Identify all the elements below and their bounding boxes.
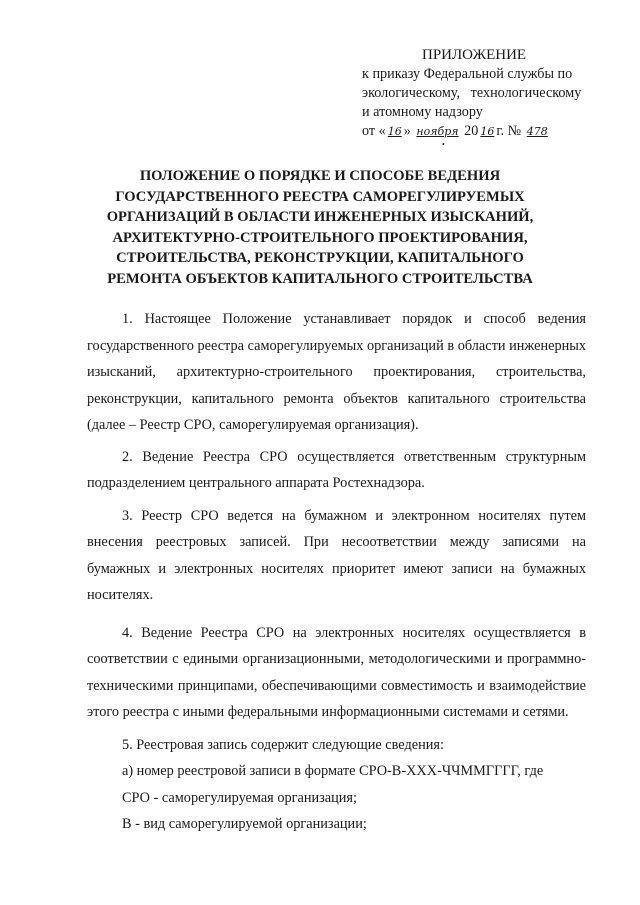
handwritten-year: 16: [480, 125, 495, 138]
handwritten-day: 16: [387, 125, 402, 138]
paragraph-5: 5. Реестровая запись содержит следующие сведения:: [122, 736, 444, 753]
paragraph-2: 2. Ведение Реестра СРО осуществляется ответственным структурным подразделением центрального аппарата Ростехнадзора.: [87, 448, 586, 491]
title-line: ОРГАНИЗАЦИЙ В ОБЛАСТИ ИНЖЕНЕРНЫХ ИЗЫСКАНИЙ,: [106, 209, 534, 225]
item-a: а) номер реестровой записи в формате СРО-В-XXX-ЧЧММГГГГ, где: [122, 763, 544, 779]
date-g: г. №: [496, 123, 522, 139]
paragraph-1: 1. Настоящее Положение устанавливает порядок и способ ведения государственного реестра саморегулируемых организаций в области инженерных изысканий, архитектурно-строительного проектирования, строительства, реконструкции, капитального ремонта объектов капитального строительства (далее – Реестр СРО, саморегулируемая организация).: [87, 311, 586, 433]
stray-mark: •: [442, 140, 445, 149]
order-date-line: [362, 122, 592, 141]
appendix-title: ПРИЛОЖЕНИЕ: [422, 47, 527, 63]
item-a-sro: СРО - саморегулируемая организация;: [122, 789, 357, 806]
handwritten-month: ноября: [416, 125, 459, 138]
title-line: РЕМОНТА ОБЪЕКТОВ КАПИТАЛЬНОГО СТРОИТЕЛЬСТВА: [107, 270, 533, 287]
appendix-header: [362, 46, 592, 141]
title-line: АРХИТЕКТУРНО-СТРОИТЕЛЬНОГО ПРОЕКТИРОВАНИЯ,: [112, 229, 528, 246]
title-line: ПОЛОЖЕНИЕ О ПОРЯДКЕ И СПОСОБЕ ВЕДЕНИЯ: [139, 168, 501, 184]
date-prefix: от «: [362, 123, 386, 139]
title-line: СТРОИТЕЛЬСТВА, РЕКОНСТРУКЦИИ, КАПИТАЛЬНОГО: [116, 250, 524, 266]
appendix-line-1: к приказу Федеральной службы по: [362, 66, 573, 82]
document-body: [87, 306, 586, 838]
document-title: [64, 166, 576, 289]
title-line: ГОСУДАРСТВЕННОГО РЕЕСТРА САМОРЕГУЛИРУЕМЫХ: [115, 188, 525, 205]
handwritten-order-number: 478: [526, 125, 548, 138]
item-a-v: В - вид саморегулируемой организации;: [122, 816, 367, 832]
appendix-line-3: и атомному надзору: [362, 104, 483, 120]
appendix-line-2: экологическому, технологическому: [362, 85, 582, 101]
paragraph-4: 4. Ведение Реестра СРО на электронных носителях осуществляется в соответствии с едиными организационными, методологическими и программно-техническими принципами, обеспечивающими совместимость и взаимодействие этого реестра с иными федеральными информационными системами и сетями.: [87, 624, 586, 720]
date-mid: »: [403, 123, 411, 139]
date-year-prefix: 20: [464, 123, 479, 139]
paragraph-3: 3. Реестр СРО ведется на бумажном и электронном носителях путем внесения реестровых записей. При несоответствии между записями на бумажных и электронных носителях приоритет имеют записи на бумажных носителях.: [87, 507, 586, 603]
